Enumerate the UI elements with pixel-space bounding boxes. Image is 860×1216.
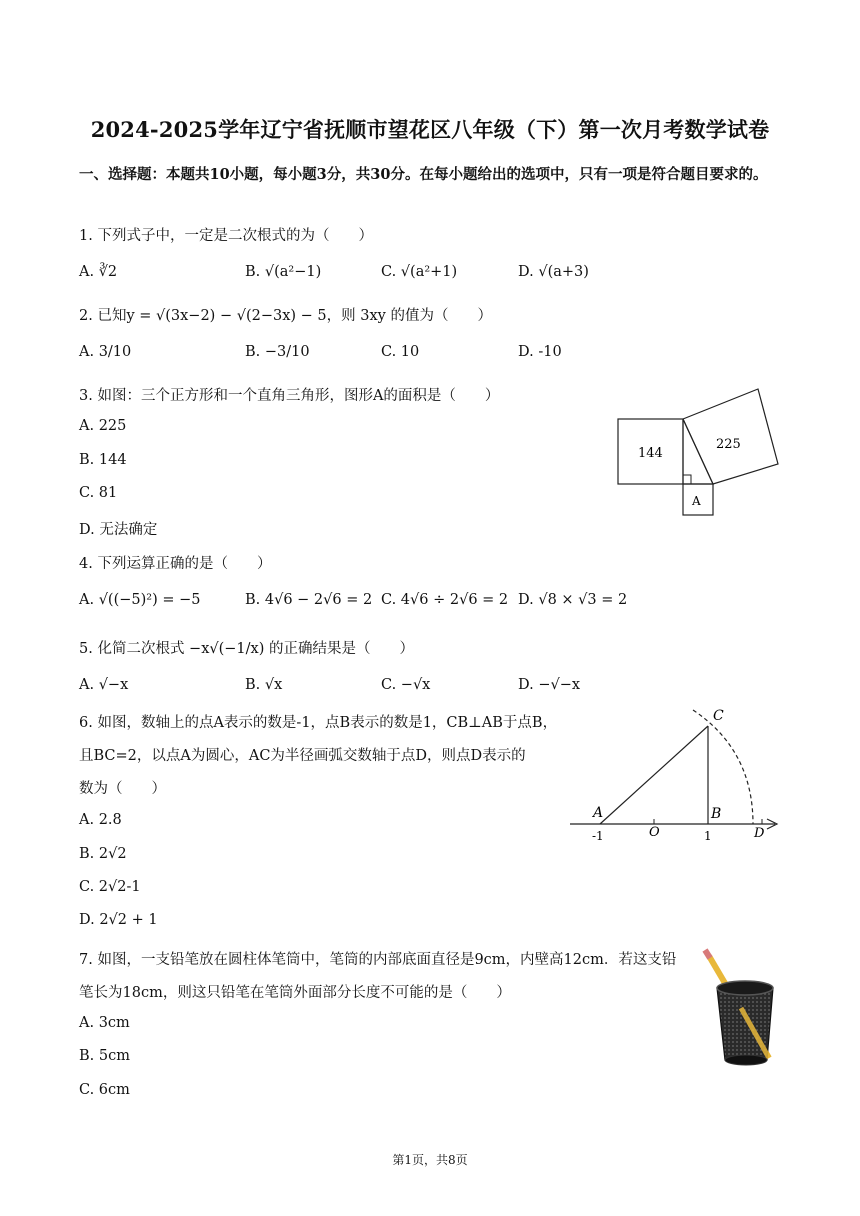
q5-option-c: C. −√x <box>381 677 431 693</box>
q6-option-c: C. 2√2-1 <box>79 879 141 895</box>
q4-option-b: B. 4√6 − 2√6 = 2 <box>245 592 373 608</box>
pencil-eraser <box>705 950 710 958</box>
page-title: 2024-2025学年辽宁省抚顺市望花区八年级（下）第一次月考数学试卷 <box>90 117 770 142</box>
segment-ac <box>600 726 708 824</box>
label-a-point: A <box>593 805 604 821</box>
q2-option-b: B. −3/10 <box>245 344 310 360</box>
label-d: D <box>754 826 765 841</box>
q1-option-d: D. √(a+3) <box>518 264 589 280</box>
question-6-stem-line2: 且BC=2，以点A为圆心，AC为半径画弧交数轴于点D，则点D表示的 <box>79 748 526 764</box>
squares-figure <box>610 375 790 520</box>
label-1: 1 <box>704 829 712 843</box>
question-3-stem: 3. 如图：三个正方形和一个直角三角形，图形A的面积是（ ） <box>79 388 500 404</box>
label-225: 225 <box>716 437 741 452</box>
q6-option-a: A. 2.8 <box>79 812 122 828</box>
q6-option-b: B. 2√2 <box>79 846 127 862</box>
q5-option-a: A. √−x <box>79 677 129 693</box>
right-angle-mark <box>683 475 691 484</box>
question-4-stem: 4. 下列运算正确的是（ ） <box>79 556 272 572</box>
q6-option-d: D. 2√2 + 1 <box>79 912 158 928</box>
q7-option-b: B. 5cm <box>79 1048 130 1064</box>
number-line-figure <box>565 700 785 845</box>
question-6-stem-line1: 6. 如图，数轴上的点A表示的数是-1，点B表示的数是1，CB⊥AB于点B， <box>79 715 558 731</box>
q4-option-d: D. √8 × √3 = 2 <box>518 592 628 608</box>
q2-option-a: A. 3/10 <box>79 344 132 360</box>
q7-option-a: A. 3cm <box>79 1015 130 1031</box>
section-heading: 一、选择题：本题共10小题，每小题3分，共30分。在每小题给出的选项中，只有一项是符合题目要求的。 <box>79 166 768 183</box>
question-5-stem: 5. 化简二次根式 −x√(−1/x) 的正确结果是（ ） <box>79 641 414 657</box>
q4-option-c: C. 4√6 ÷ 2√6 = 2 <box>381 592 509 608</box>
holder-rim <box>717 981 773 995</box>
q1-option-a: A. ∛2 <box>79 264 118 280</box>
label-144: 144 <box>638 446 663 461</box>
question-1-stem: 1. 下列式子中，一定是二次根式的为（ ） <box>79 228 373 244</box>
q4-option-a: A. √((−5)²) = −5 <box>79 592 201 608</box>
label-c: C <box>713 708 724 724</box>
question-6-stem-line3: 数为（ ） <box>79 781 166 797</box>
pencil-holder-image <box>695 948 785 1078</box>
q1-option-b: B. √(a²−1) <box>245 264 322 280</box>
page-footer: 第1页，共8页 <box>392 1153 468 1167</box>
right-triangle <box>683 419 713 484</box>
arc-cd <box>693 710 753 824</box>
q3-option-b: B. 144 <box>79 452 127 468</box>
label-o: O <box>649 825 660 840</box>
q1-option-c: C. √(a²+1) <box>381 264 458 280</box>
question-7-stem-line2: 笔长为18cm，则这只铅笔在笔筒外面部分长度不可能的是（ ） <box>79 985 511 1001</box>
q3-option-c: C. 81 <box>79 485 118 501</box>
label-a: A <box>692 494 701 508</box>
question-2-stem: 2. 已知y = √(3x−2) − √(2−3x) − 5，则 3xy 的值为（ ） <box>79 308 492 324</box>
q2-option-c: C. 10 <box>381 344 420 360</box>
q3-option-d: D. 无法确定 <box>79 522 158 538</box>
q7-option-c: C. 6cm <box>79 1082 130 1098</box>
label-neg1: -1 <box>592 829 604 843</box>
question-7-stem-line1: 7. 如图，一支铅笔放在圆柱体笔筒中，笔筒的内部底面直径是9cm，内壁高12cm．若这支铅 <box>79 952 677 968</box>
q3-option-a: A. 225 <box>79 418 127 434</box>
q5-option-b: B. √x <box>245 677 283 693</box>
label-b: B <box>711 806 722 822</box>
holder-base <box>725 1055 767 1065</box>
q5-option-d: D. −√−x <box>518 677 581 693</box>
q2-option-d: D. -10 <box>518 344 562 360</box>
